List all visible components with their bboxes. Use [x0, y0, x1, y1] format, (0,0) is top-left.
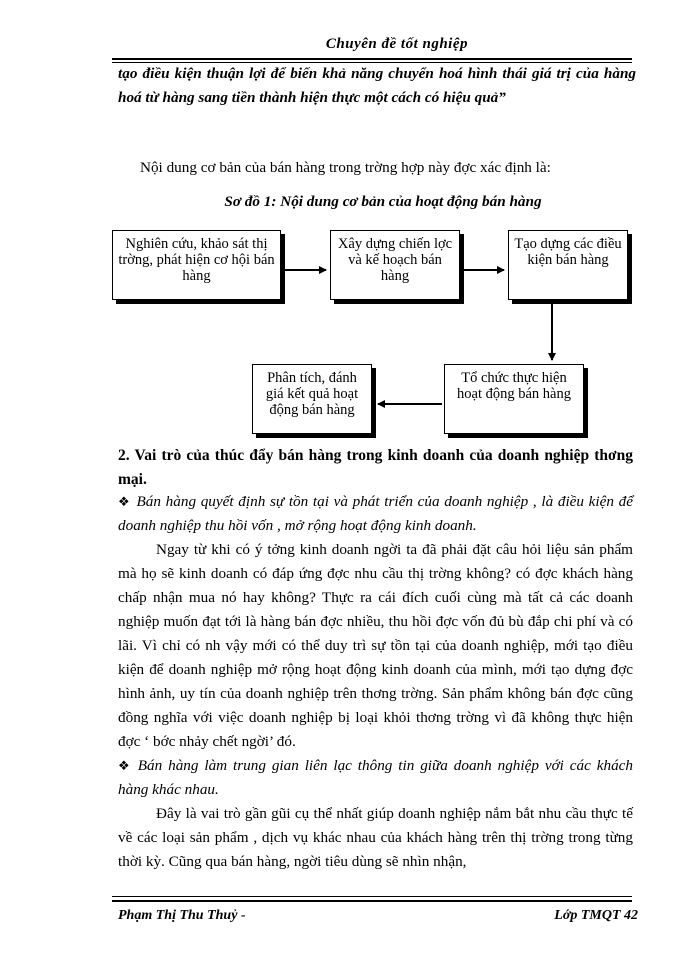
- section-heading: 2. Vai trò của thúc đẩy bán hàng trong kinh doanh của doanh nghiệp thơng mại.: [118, 447, 633, 488]
- bullet-diamond-icon: ❖: [118, 494, 131, 509]
- bullet-diamond-icon: ❖: [118, 758, 132, 773]
- intro-text: tạo điều kiện thuận lợi để biến khả năng chuyển hoá hình thái giá trị của hàng hoá từ hàng sang tiền thành hiện thực một cách có hiệu quả”: [118, 65, 636, 106]
- bullet-2-text: Bán hàng làm trung gian liên lạc thông tin giữa doanh nghiệp với các khách hàng khác nhau.: [118, 757, 634, 798]
- box-analyze: Phân tích, đánh giá kết quả hoạt động bán hàng: [252, 364, 372, 434]
- paragraph-2: Đây là vai trò gần gũi cụ thể nhất giúp doanh nghiệp nắm bắt nhu cầu thực tế về các loại sản phẩm , dịch vụ khác nhau của khách hàng trên thị trờng trong từng thời kỳ. Cũng qua bán hàng, ngời tiêu dùng sẽ nhìn nhận,: [118, 805, 633, 870]
- bullet-1-text: Bán hàng quyết định sự tồn tại và phát triển của doanh nghiệp , là điều kiện để doanh nghiệp thu hồi vốn , mở rộng hoạt động kinh doanh.: [118, 493, 633, 534]
- bullet-item-1: [118, 490, 633, 538]
- box-organize: Tổ chức thực hiện hoạt động bán hàng: [444, 364, 584, 434]
- box-conditions: Tạo dựng các điều kiện bán hàng: [508, 230, 628, 300]
- footer-rule-thin: [112, 896, 632, 897]
- box-research: Nghiên cứu, khảo sát thị trờng, phát hiện cơ hội bán hàng: [112, 230, 281, 300]
- paragraph-1: Ngay từ khi có ý tởng kinh doanh ngời ta đã phải đặt câu hỏi liệu sản phẩm mà họ sẽ kinh doanh có đáp ứng đợc nhu cầu thị trờng không? có đợc khách hàng chấp nhận mua nó hay không? Thực ra cái đích cuối cùng mà tất cả các doanh nghiệp muốn đạt tới là hàng bán đợc nhiều, thu hồi đợc vốn đủ bù đắp chi phí và có lãi. Vì chỉ có nh vậy mới có thể duy trì sự tồn tại của doanh nghiệp, mới tạo điều kiện để doanh nghiệp mở rộng hoạt động kinh doanh của mình, mới tạo dựng đợc hình ảnh, uy tín của doanh nghiệp trên thơng trờng. Sản phẩm không bán đợc cũng đồng nghĩa với việc doanh nghiệp bị loại khỏi thơng trờng vì đã không thực hiện đợc ‘ bớc nhảy chết ngời’ đó.: [118, 541, 633, 750]
- content-intro: Nội dung cơ bản của bán hàng trong trờng hợp này đợc xác định là:: [140, 159, 551, 176]
- box-plan: Xây dựng chiến lợc và kế hoạch bán hàng: [330, 230, 460, 300]
- footer-class: Lớp TMQT 42: [554, 908, 638, 923]
- footer-rule: [112, 900, 632, 902]
- footer-author: Phạm Thị Thu Thuỷ -: [118, 908, 246, 923]
- page-header-title: Chuyên đề tốt nghiệp: [325, 36, 468, 52]
- diagram-title: Sơ đồ 1: Nội dung cơ bản của hoạt động bán hàng: [224, 193, 542, 210]
- bullet-item-2: [118, 754, 633, 802]
